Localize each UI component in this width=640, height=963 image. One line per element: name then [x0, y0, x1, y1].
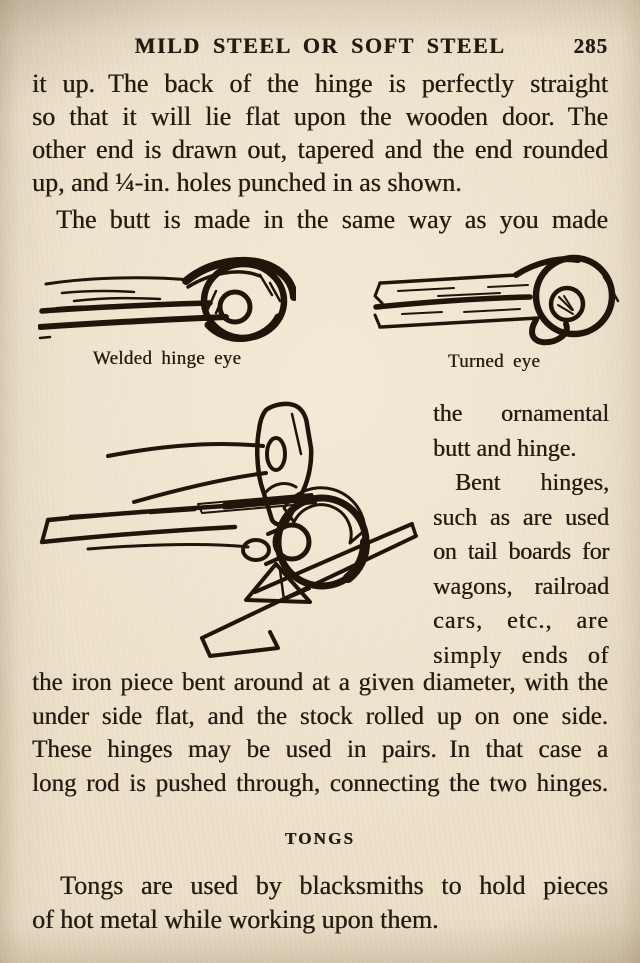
text-line: simply ends of	[433, 642, 609, 669]
turned-eye-figure	[368, 249, 620, 349]
paragraph-hinge-back	[32, 67, 608, 199]
text-line: butt and hinge.	[433, 435, 577, 462]
text-line: cars, etc., are	[433, 608, 609, 634]
text-line: on tail boards for	[433, 539, 609, 565]
turned-eye-caption: Turned eye	[447, 351, 541, 372]
side-column	[433, 397, 609, 673]
text-line: up, and ¼-in. holes punched in as shown.	[32, 168, 462, 197]
text-line: wagons, railroad	[433, 573, 609, 600]
text-line: such as are used	[433, 504, 609, 531]
paragraph-bent-hinges	[32, 666, 608, 800]
welded-hinge-eye-drawing	[38, 253, 296, 348]
text-line: Bent hinges,	[455, 470, 609, 496]
running-header	[32, 33, 608, 59]
forging-hinge-figure	[30, 396, 422, 668]
text-line: These hinges may be used in pairs. In that case a	[32, 736, 608, 763]
turned-eye-drawing	[368, 249, 620, 349]
text-line: other end is drawn out, tapered and the end rounded	[32, 135, 608, 164]
text-line: of hot metal while working upon them.	[32, 905, 439, 934]
text-line: long rod is pushed through, connecting the two hinges.	[32, 769, 608, 797]
text-line: under side flat, and the stock rolled up on one side.	[32, 702, 608, 730]
forging-hinge-drawing	[30, 396, 422, 668]
welded-hinge-eye-figure	[38, 253, 296, 348]
text-line: the ornamental	[433, 401, 609, 427]
text-line: The butt is made in the same way as you made	[56, 205, 608, 234]
section-heading-tongs: TONGS	[284, 829, 356, 848]
text-line: it up. The back of the hinge is perfectly straight	[32, 69, 608, 98]
text-line: the iron piece bent around at a given diameter, with the	[32, 669, 608, 696]
text-line: Tongs are used by blacksmiths to hold pieces	[60, 871, 608, 900]
paragraph-tongs	[32, 869, 608, 937]
paragraph-butt	[32, 203, 608, 236]
page-title: MILD STEEL OR SOFT STEEL	[134, 33, 506, 58]
text-line: so that it will lie flat upon the wooden door. The	[32, 102, 608, 131]
welded-eye-caption: Welded hinge eye	[92, 348, 242, 369]
page-number: 285	[573, 34, 608, 58]
